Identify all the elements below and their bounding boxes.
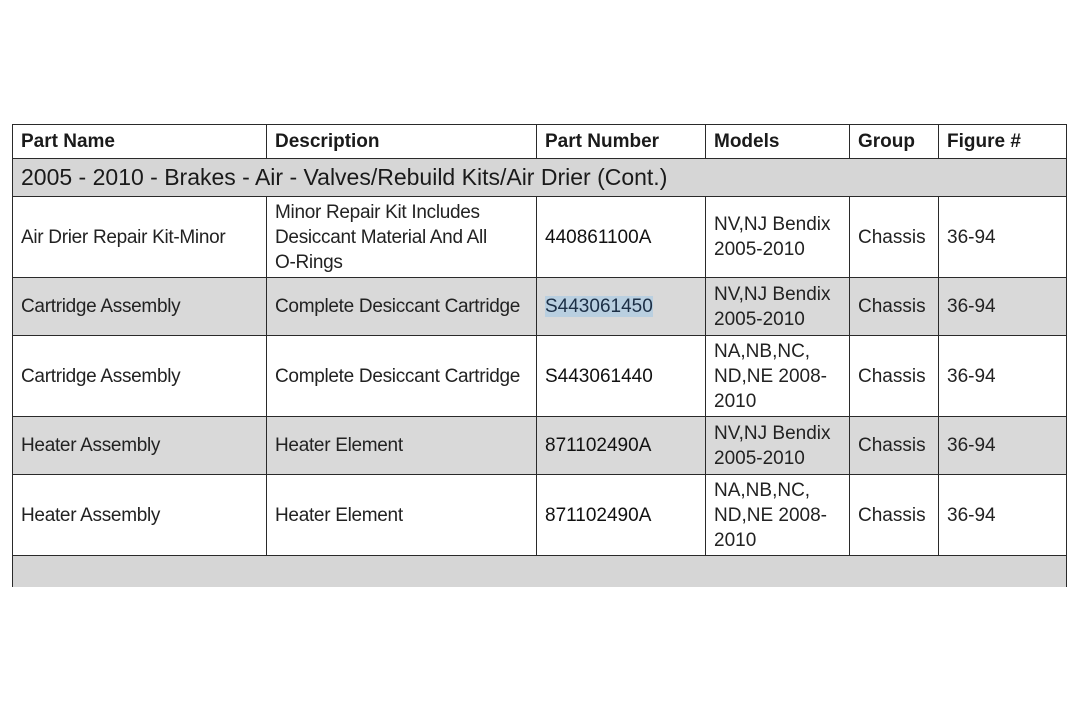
part-name-cell: Cartridge Assembly <box>13 278 267 336</box>
footer-cell <box>13 556 1067 588</box>
part-name-cell: Air Drier Repair Kit-Minor <box>13 197 267 278</box>
figure-cell: 36-94 <box>939 278 1067 336</box>
header-row <box>13 125 1067 159</box>
description-cell <box>267 197 537 278</box>
models-cell <box>706 197 850 278</box>
part-number-cell: 440861100A <box>537 197 706 278</box>
models-line: NV,NJ Bendix <box>714 283 831 305</box>
part-number-cell: 871102490A <box>537 475 706 556</box>
part-number-cell: 871102490A <box>537 417 706 475</box>
description-line: Minor Repair Kit Includes <box>275 201 480 223</box>
part-name-cell: Heater Assembly <box>13 475 267 556</box>
group-cell: Chassis <box>850 475 939 556</box>
description-line: Desiccant Material And All <box>275 226 487 248</box>
models-cell <box>706 336 850 417</box>
description-line: O-Rings <box>275 251 343 273</box>
table-row <box>13 417 1067 475</box>
models-line: ND,NE 2008- <box>714 365 827 387</box>
header-part-name: Part Name <box>13 125 267 159</box>
group-cell: Chassis <box>850 336 939 417</box>
section-title: 2005 - 2010 - Brakes - Air - Valves/Rebuild Kits/Air Drier (Cont.) <box>13 159 1067 197</box>
part-name-cell: Cartridge Assembly <box>13 336 267 417</box>
table-row <box>13 197 1067 278</box>
header-figure: Figure # <box>939 125 1067 159</box>
figure-cell: 36-94 <box>939 336 1067 417</box>
part-number-cell: S443061440 <box>537 336 706 417</box>
models-line: 2005-2010 <box>714 447 805 469</box>
description-cell: Complete Desiccant Cartridge <box>267 278 537 336</box>
models-line: ND,NE 2008- <box>714 504 827 526</box>
models-line: 2005-2010 <box>714 308 805 330</box>
description-cell: Heater Element <box>267 417 537 475</box>
header-models: Models <box>706 125 850 159</box>
table-row <box>13 278 1067 336</box>
selected-part-number[interactable]: S443061450 <box>545 296 653 317</box>
group-cell: Chassis <box>850 197 939 278</box>
figure-cell: 36-94 <box>939 475 1067 556</box>
models-line: 2010 <box>714 390 757 412</box>
header-part-number: Part Number <box>537 125 706 159</box>
models-cell <box>706 278 850 336</box>
table-row <box>13 336 1067 417</box>
group-cell: Chassis <box>850 278 939 336</box>
figure-cell: 36-94 <box>939 197 1067 278</box>
models-line: NV,NJ Bendix <box>714 214 831 235</box>
group-cell: Chassis <box>850 417 939 475</box>
models-line: NV,NJ Bendix <box>714 422 831 444</box>
models-cell <box>706 475 850 556</box>
models-line: NA,NB,NC, <box>714 340 811 362</box>
part-name-cell: Heater Assembly <box>13 417 267 475</box>
part-number-cell[interactable] <box>537 278 706 336</box>
header-description: Description <box>267 125 537 159</box>
models-cell <box>706 417 850 475</box>
models-line: 2005-2010 <box>714 239 805 260</box>
parts-table <box>12 124 1067 587</box>
figure-cell: 36-94 <box>939 417 1067 475</box>
footer-band <box>13 556 1067 588</box>
description-cell: Heater Element <box>267 475 537 556</box>
section-row <box>13 159 1067 197</box>
table-row <box>13 475 1067 556</box>
header-group: Group <box>850 125 939 159</box>
models-line: 2010 <box>714 529 757 551</box>
description-cell: Complete Desiccant Cartridge <box>267 336 537 417</box>
models-line: NA,NB,NC, <box>714 479 811 501</box>
